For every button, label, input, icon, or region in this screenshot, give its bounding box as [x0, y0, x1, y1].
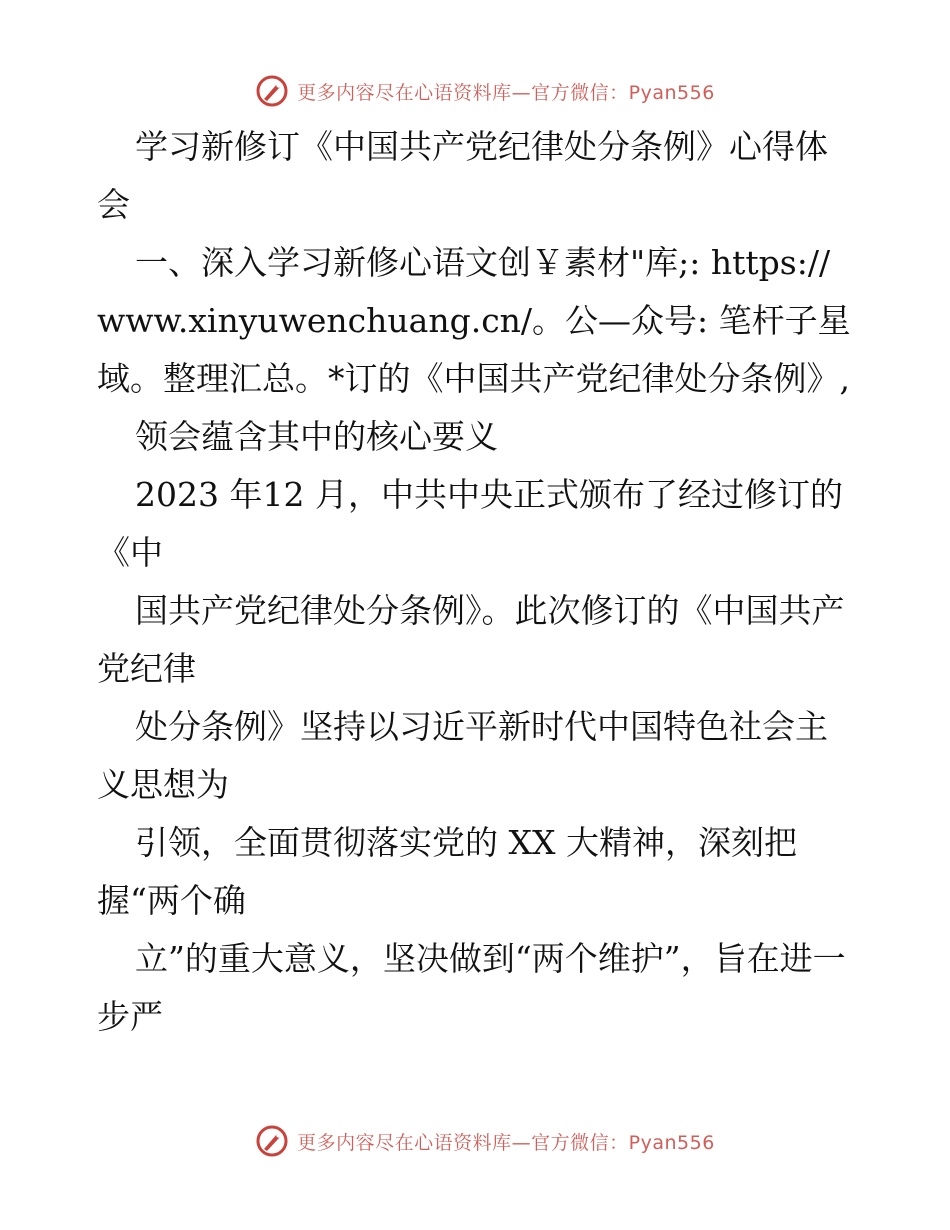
paragraph-title: 学习新修订《中国共产党纪律处分条例》心得体会 — [97, 127, 828, 224]
paragraph: 国共产党纪律处分条例》。此次修订的《中国共产党纪律 — [97, 591, 845, 688]
footer-banner — [0, 1121, 950, 1161]
paragraph: 2023 年12 月，中共中央正式颁布了经过修订的《中 — [97, 475, 843, 572]
pen-logo-icon — [255, 74, 289, 108]
document-body — [97, 118, 857, 1046]
footer-banner-text: 更多内容尽在心语资料库—官方微信：Pyan556 — [297, 1131, 715, 1154]
paragraph: 一、深入学习新修心语文创￥素材"库;: https://www.xinyuwenchuang.cn/。公—众号: 笔杆子星域。整理汇总。*订的《中国共产党纪律处分条例》, — [97, 243, 851, 398]
paragraph: 立”的重大意义，坚决做到“两个维护”，旨在进一步严 — [97, 939, 846, 1036]
pen-logo-icon — [255, 1124, 289, 1158]
paragraph: 处分条例》坚持以习近平新时代中国特色社会主义思想为 — [97, 707, 828, 804]
paragraph: 领会蕴含其中的核心要义 — [135, 417, 498, 456]
header-banner-content — [255, 74, 715, 108]
header-banner-text: 更多内容尽在心语资料库—官方微信：Pyan556 — [297, 81, 715, 104]
header-banner — [0, 71, 950, 111]
paragraph: 引领，全面贯彻落实党的 XX 大精神，深刻把握“两个确 — [97, 823, 797, 920]
footer-banner-content — [255, 1124, 715, 1158]
